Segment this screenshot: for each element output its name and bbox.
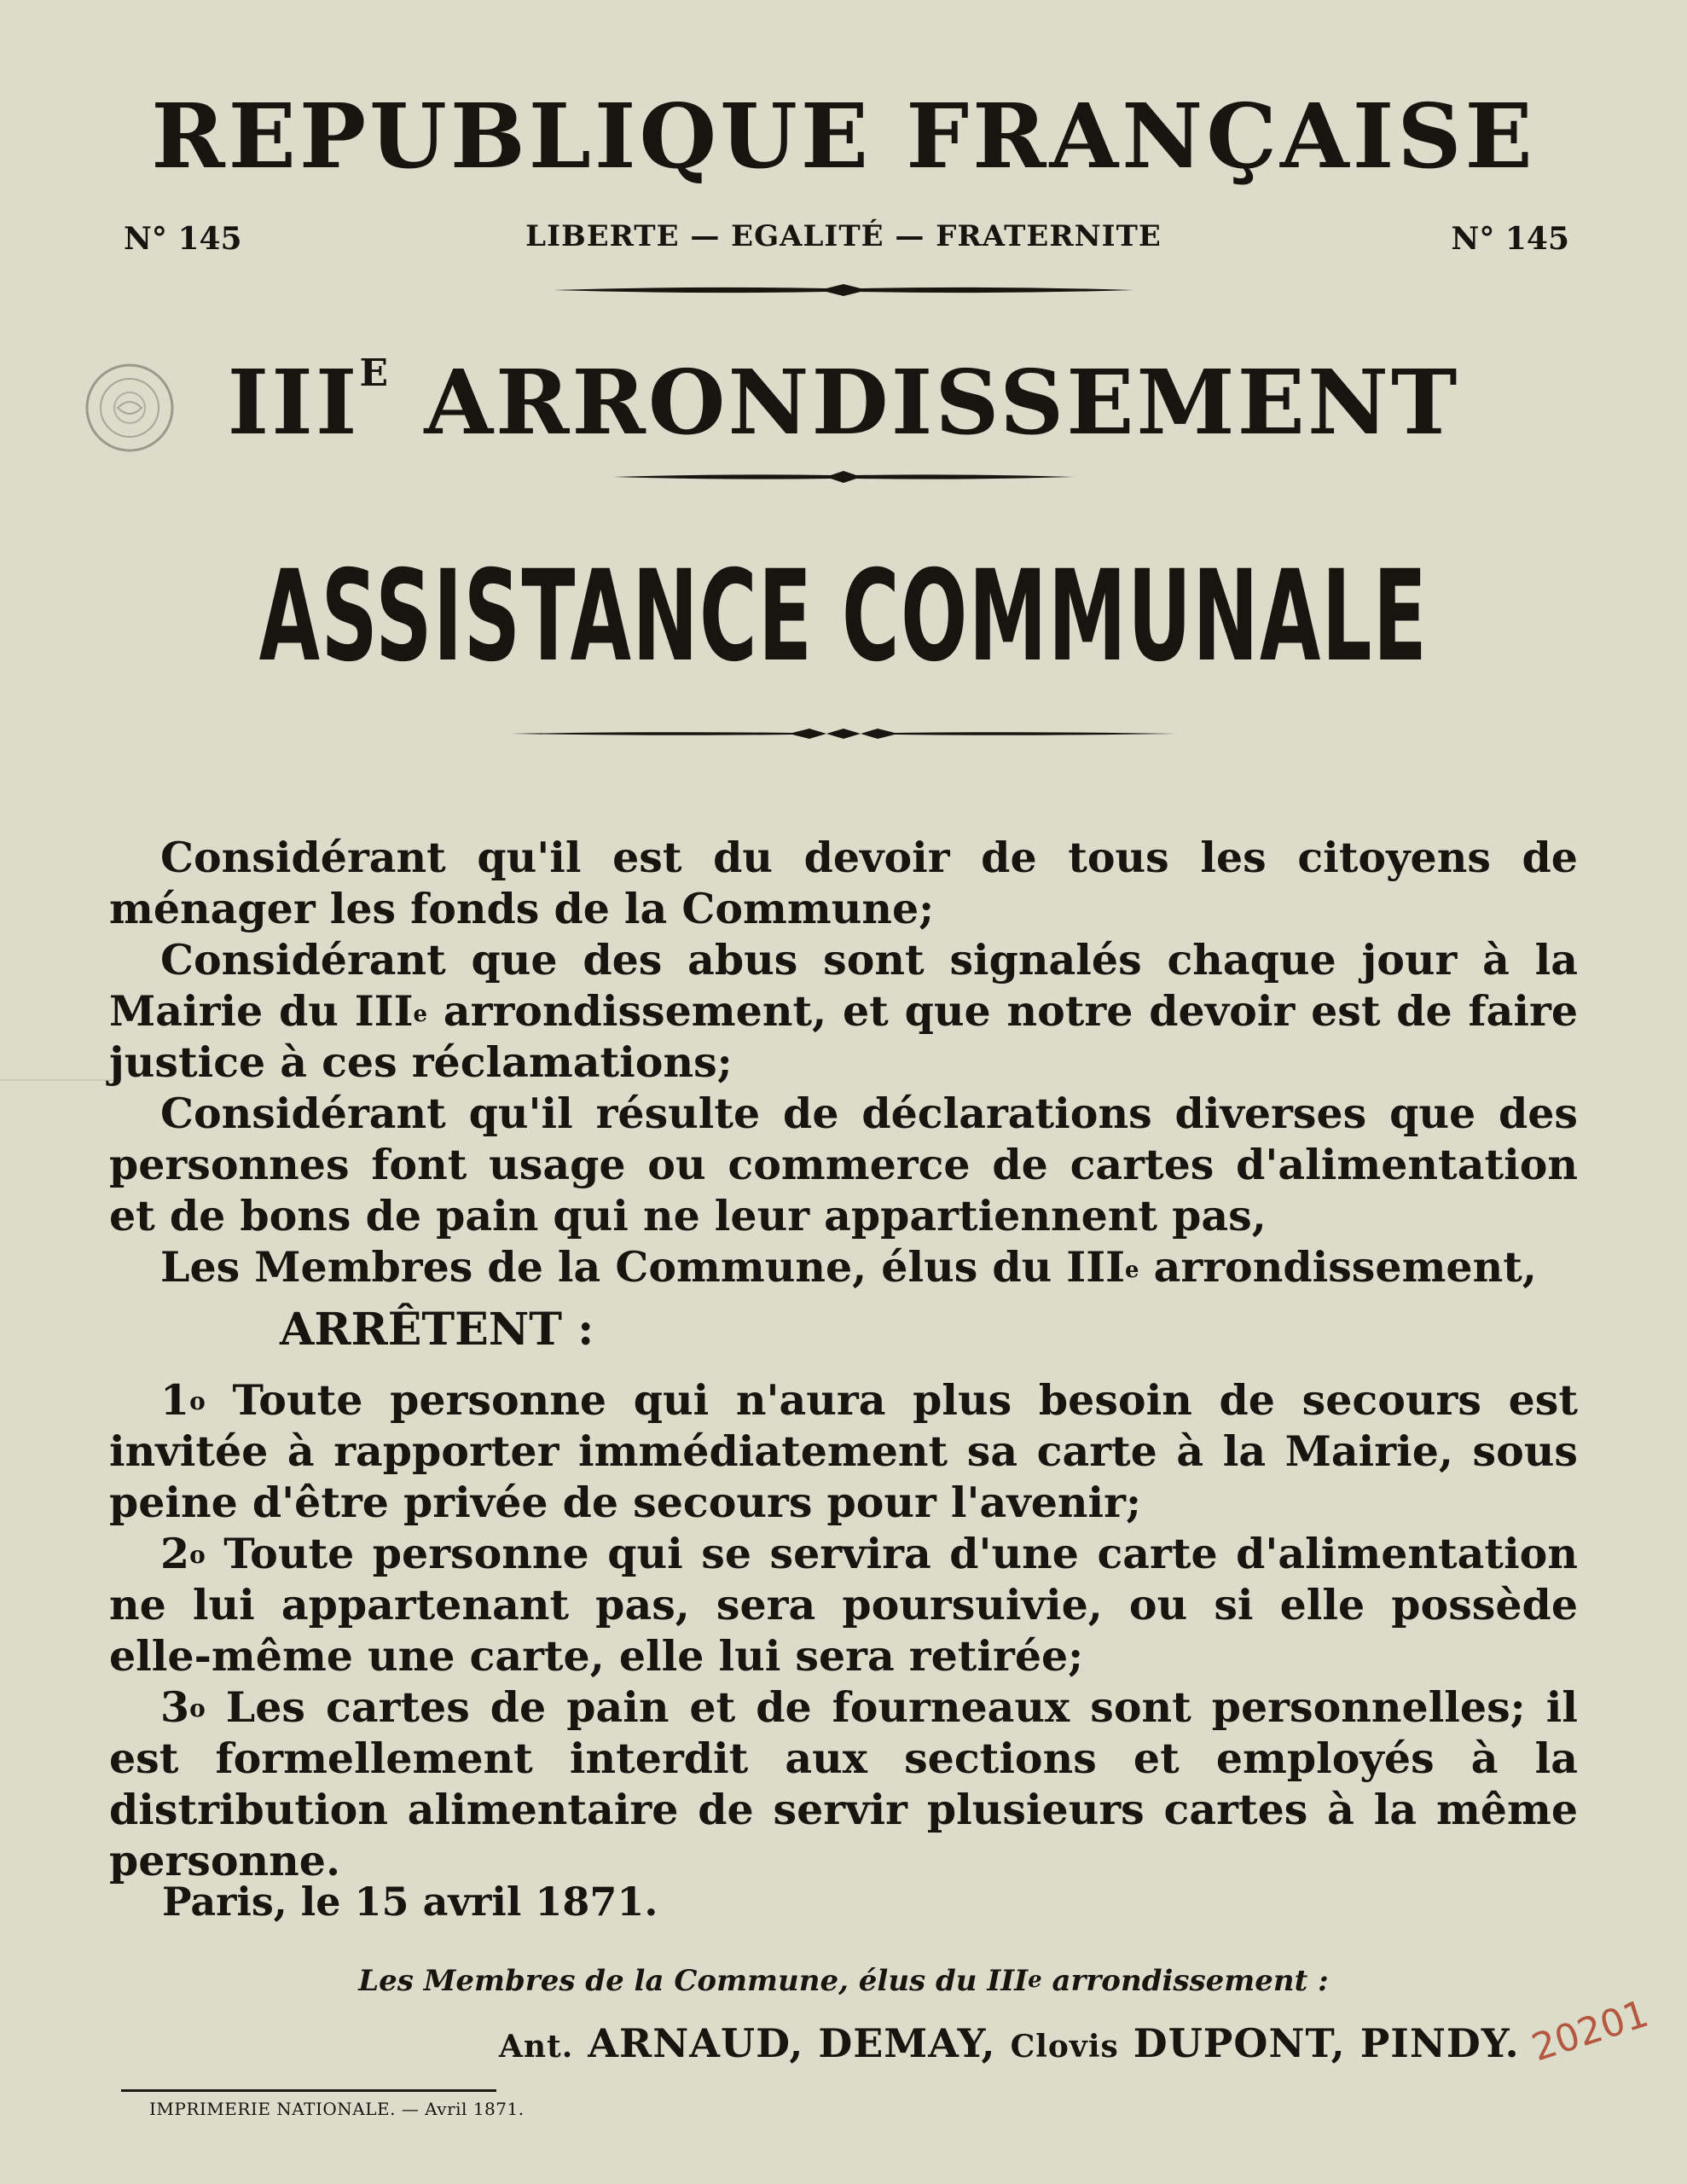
consideration-2-before: Considérant que des abus sont signalés chaque jour à la Mairie du — [109, 935, 1578, 1036]
signatories-intro — [0, 1964, 1687, 1998]
article-1-text: Toute personne qui n'aura plus besoin de secours est invitée à rapporter immédiatement sa carte à la Mairie, sous peine d'être privée de secours pour l'avenir; — [109, 1375, 1578, 1527]
fold-mark — [0, 1079, 119, 1081]
members-line — [109, 1241, 1578, 1292]
name-3: DUPONT, — [1133, 2020, 1346, 2066]
subject-heading: ASSISTANCE COMMUNALE — [258, 543, 1429, 690]
members-line-after: arrondissement, — [1139, 1242, 1537, 1292]
consideration-2-after: arrondissement, et que notre devoir est de faire justice à ces réclamations; — [109, 986, 1578, 1087]
consideration-2-sup: e — [413, 1002, 428, 1027]
name-2: DEMAY, — [818, 2020, 996, 2066]
name-1-prefix: Ant. — [499, 2029, 574, 2065]
printer-imprint: IMPRIMERIE NATIONALE. — Avril 1871. — [149, 2099, 525, 2119]
signatories-intro-sup: e — [1028, 1967, 1042, 1993]
name-3-prefix: Clovis — [1010, 2029, 1119, 2065]
signatories-intro-text: Les Membres de la Commune, élus du III — [358, 1964, 1029, 1998]
poster-number-left: N° 145 — [124, 221, 242, 257]
arrondissement-sup: E — [359, 351, 391, 395]
name-1: ARNAUD, — [588, 2020, 804, 2066]
members-line-before: Les Membres de la Commune, élus du — [160, 1242, 1067, 1292]
members-line-roman: III — [1066, 1242, 1126, 1292]
article-1 — [109, 1374, 1578, 1528]
article-3-text: Les cartes de pain et de fourneaux sont personnelles; il est formellement interdit aux sections et employés à la distribution alimentaire de servir plusieurs cartes à la même personne. — [109, 1682, 1578, 1885]
decree-body — [109, 832, 1578, 1886]
ornamental-rule-2 — [0, 468, 1687, 490]
motto: LIBERTE — EGALITÉ — FRATERNITE — [525, 219, 1162, 253]
printer-rule — [121, 2089, 496, 2092]
article-1-number: 1 — [160, 1375, 190, 1425]
poster-title: REPUBLIQUE FRANÇAISE — [151, 84, 1536, 189]
name-4: PINDY. — [1359, 2020, 1520, 2066]
consideration-2 — [109, 934, 1578, 1088]
article-2-number: 2 — [160, 1529, 190, 1578]
signatories-names — [499, 2020, 1520, 2066]
article-1-deg: o — [189, 1387, 206, 1415]
arrondissement-roman: III — [227, 350, 360, 455]
article-2 — [109, 1528, 1578, 1682]
handwritten-number: 20201 — [1527, 1991, 1654, 2071]
article-3-number: 3 — [160, 1682, 190, 1732]
article-2-deg: o — [189, 1541, 206, 1569]
article-2-text: Toute personne qui se servira d'une carte d'alimentation ne lui appartenant pas, sera poursuivie, ou si elle possède elle-même une carte, elle lui sera retirée; — [109, 1529, 1578, 1681]
members-line-sup: e — [1125, 1258, 1139, 1283]
arrondissement-word: ARRONDISSEMENT — [424, 350, 1460, 455]
arrondissement-heading — [0, 350, 1687, 455]
decree-word: ARRÊTENT : — [280, 1304, 594, 1356]
ornamental-rule-1 — [0, 280, 1687, 304]
ornamental-rule-3 — [0, 723, 1687, 747]
consideration-3: Considérant qu'il résulte de déclarations diverses que des personnes font usage ou commerce de cartes d'alimentation et de bons de pain qui ne leur appartiennent pas, — [109, 1089, 1578, 1240]
poster-number-right: N° 145 — [1451, 221, 1569, 257]
decree-date: Paris, le 15 avril 1871. — [162, 1879, 658, 1925]
signatories-intro-after: arrondissement : — [1041, 1964, 1329, 1998]
consideration-2-roman: III — [354, 986, 414, 1036]
article-3 — [109, 1682, 1578, 1886]
consideration-1: Considérant qu'il est du devoir de tous les citoyens de ménager les fonds de la Commune; — [109, 833, 1578, 933]
article-3-deg: o — [189, 1694, 206, 1722]
